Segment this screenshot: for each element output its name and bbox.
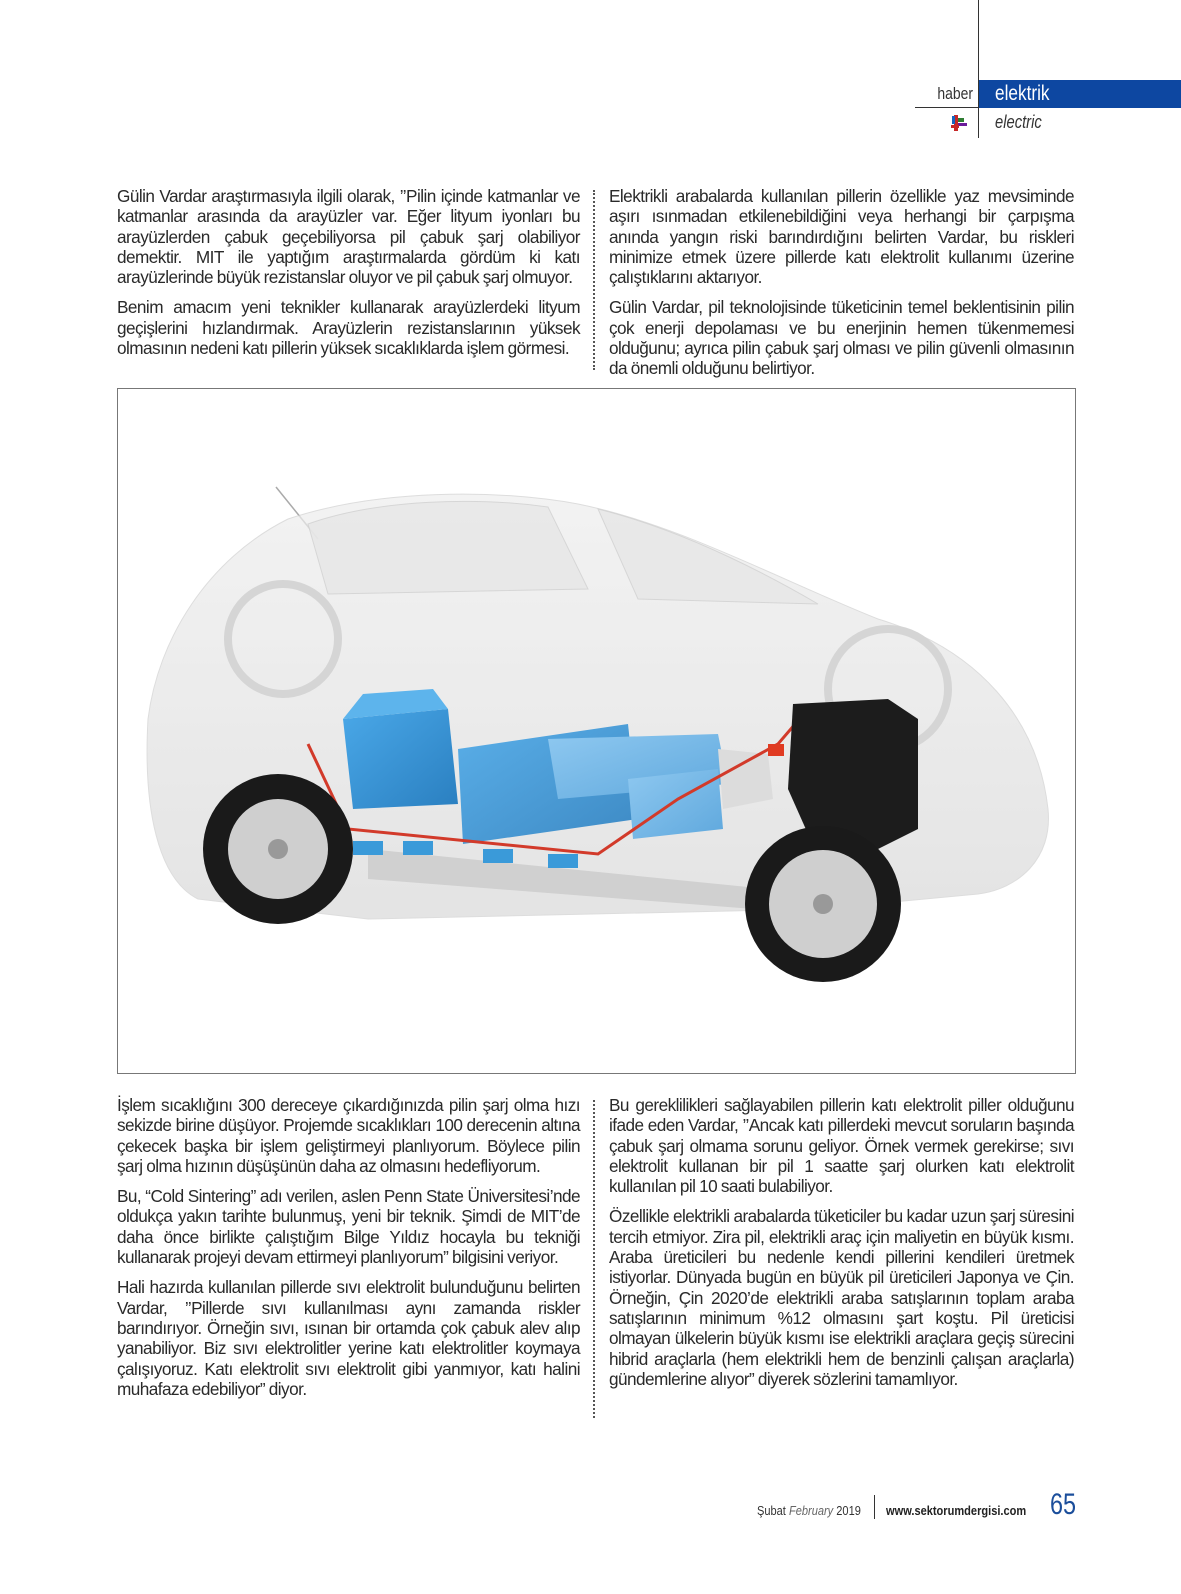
connector [768,744,784,756]
header-horizontal-rule [915,107,979,108]
header-vertical-rule [978,0,979,138]
column-divider [593,190,595,370]
electric-car-illustration [118,389,1075,1073]
article-column-top-right [609,186,1074,389]
section-label: haber [937,84,973,103]
footer-divider [874,1495,875,1519]
paragraph: Gülin Vardar araştırmasıyla ilgili olarak, ’’Pilin içinde katmanlar ve katmanlar arasında da arayüzler var. Eğer lityum iyonları bu arayüzlerden çabuk geçebiliyorsa pil çabuk şarj olabiliyor demektir. MIT ile yaptığım araştırmalarda gördüm ki katı arayüzlerinde büyük rezistanslar oluyor ve pil çabuk şarj olmuyor. [117,186,580,288]
car-window [308,501,588,594]
paragraph: Elektrikli arabalarda kullanılan pillerin özellikle yaz mevsiminde aşırı ısınmadan etkilenebildiğini veya herhangi bir çarpışma anında yangın riski barındırdığını belirten Vardar, bu riskleri minimize etmek üzere pillerde katı elektrolit kullanımı üzerine çalıştıklarını aktarıyor. [609,186,1074,288]
month-tr: Şubat [757,1503,786,1518]
paragraph: İşlem sıcaklığını 300 dereceye çıkardığınızda pilin şarj olma hızı sekizde birine düşüyor. Projemde sıcaklıkları 100 derecenin altına çekecek başka bir işlem geliştirmeyi planlıyorum. Böylece pilin şarj olma hızının düşüşünün daha az olmasını hedefliyorum. [117,1095,580,1176]
rear-wheel [203,774,353,924]
article-column-top-left [117,186,580,368]
article-figure [117,388,1076,1074]
month-en: February [788,1503,834,1518]
article-column-bottom-left [117,1095,580,1409]
paragraph: Bu gereklilikleri sağlayabilen pillerin katı elektrolit piller olduğunu ifade eden Vardar, ’’Ancak katı pillerdeki mevcut soruların başında çabuk şarj olmama sorunu geliyor. Örnek vermek gerekirse; sıvı elektrolit kullanan bir pil 1 saatte şarj olurken katı elektrolit kullanılan pil 10 saati bulabiliyor. [609,1095,1074,1197]
paragraph: Bu, “Cold Sintering” adı verilen, aslen Penn State Üniversitesi’nde oldukça yakın tarihte bulunmuş, yeni bir teknik. Şimdi de MIT’de daha önce birlikte çalıştığım Bilge Yıldız hocayla bu tekniği kullanarak projeyi devam ettirmeyi planlıyorum” bilgisini veriyor. [117,1186,580,1268]
paragraph: Hali hazırda kullanılan pillerde sıvı elektrolit bulunduğunu belirten Vardar, ’’Pillerde sıvı kullanılması aynı zamanda riskler barındırıyor. Örneğin sıvı, ısınan bir ortamda çok çabuk alev alıp yanabiliyor. Biz sıvı elektrolitler yerine katı elektrolitler koymaya çalışıyoruz. Katı elektrolit sıvı elektrolit gibi yanmıyor, katı halini muhafaza edebiliyor” diyor. [117,1277,580,1399]
page-number: 65 [1050,1488,1077,1521]
magazine-logo-icon [950,113,968,133]
motor-assembly [788,699,918,849]
issue-date [757,1503,861,1518]
front-wheel [745,826,901,982]
article-column-bottom-right [609,1095,1074,1399]
paragraph: Özellikle elektrikli arabalarda tüketiciler bu kadar uzun şarj süresini tercih etmiyor. Zira pil, elektrikli araç için maliyetin en büyük kısmı. Araba üreticileri bu nedenle kendi pillerini kendileri üretmek istiyorlar. Dünyada bugün en büyük pil üreticileri Japonya ve Çin. Örneğin, Çin 2020’de elektrikli araba satışlarının toplam araba satışlarının minimum %12 olmasını şart koştu. Pil üreticisi olmayan ülkelerin büyük kısmı ise elektrikli araçlara geçiş sürecini hibrid araçlarla (hem elektrikli hem de benzinli çalışan araçlarla) gündemlerine alıyor” diyerek sözlerini tamamlıyor. [609,1206,1074,1389]
paragraph: Gülin Vardar, pil teknolojisinde tüketicinin temel beklentisinin pilin çok enerji depolaması ve bu enerjinin hemen tükenmemesi olduğunu; ayrıca pilin çabuk şarj olması ve pilin güvenli olmasının da önemli olduğunu belirtiyor. [609,297,1074,379]
category-title-tr: elektrik [995,82,1050,105]
category-title-en: electric [995,112,1042,132]
website-link[interactable]: www.sektorumdergisi.com [886,1503,1027,1518]
year: 2019 [836,1503,861,1518]
column-divider [593,1100,595,1418]
paragraph: Benim amacım yeni teknikler kullanarak arayüzlerdeki lityum geçişlerini hızlandırmak. Arayüzlerin rezistanslarının yüksek olmasının nedeni katı pillerin yüksek sıcaklıklarda işlem görmesi. [117,297,580,359]
